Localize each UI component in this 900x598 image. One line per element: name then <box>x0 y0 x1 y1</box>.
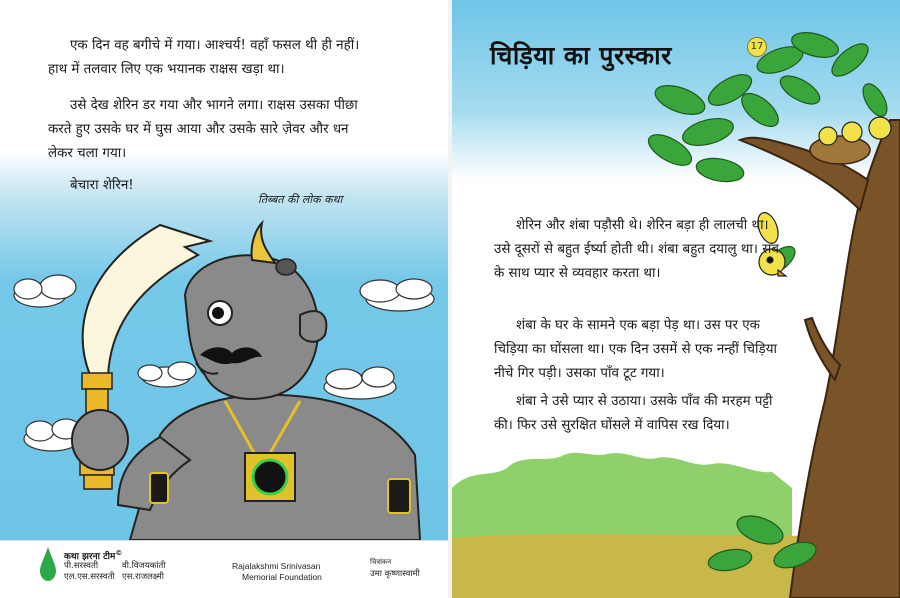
foundation-line-1: Rajalakshmi Srinivasan <box>232 561 321 571</box>
demon-horn <box>252 223 275 263</box>
armband-left <box>150 473 168 503</box>
page-number: 17 <box>747 37 767 57</box>
bird-parent <box>869 117 891 139</box>
illustrator-name: उमा कृष्णास्वामी <box>370 569 420 579</box>
cloud-left <box>14 275 76 307</box>
demon-fist <box>72 410 128 470</box>
foundation-line-2: Memorial Foundation <box>242 572 322 582</box>
cloud-mid <box>138 362 196 387</box>
demon-head <box>185 255 318 399</box>
illustrator-label: चित्रांकन <box>370 558 392 566</box>
cloud-right-mid <box>324 367 396 399</box>
bird-nest <box>810 136 870 164</box>
pendant-gem <box>253 460 287 494</box>
member-1: पी.सरस्वती <box>64 561 99 571</box>
source-note: तिब्बत की लोक कथा <box>258 193 343 206</box>
right-paragraph-3: शंबा ने उसे प्यार से उठाया। उसके पाँव की मरहम पट्टी की। फिर उसे सुरक्षित घोंसले में वापिस रख दिया। <box>494 394 773 433</box>
bird-in-nest-1 <box>819 127 837 145</box>
member-4: एस.राजलक्ष्मी <box>122 572 164 582</box>
cloud-right-top <box>360 279 434 311</box>
right-page <box>452 0 900 598</box>
member-3: एल.एस.सरस्वती <box>64 572 115 582</box>
demon-pupil <box>212 307 224 319</box>
team-name-text: कथा झरना टीम <box>64 552 116 562</box>
left-page <box>0 0 448 598</box>
left-paragraph-3: बेचारा शेरिन! <box>70 178 134 193</box>
water-drop-logo <box>38 547 58 581</box>
right-paragraph-1: शेरिन और शंबा पड़ौसी थे। शेरिन बड़ा ही लालची था। उसे दूसरों से बहुत ईर्ष्या होती थी। शंबा बहुत दयालु था। सब के साथ प्यार से व्यवहार करता था। <box>494 218 779 281</box>
story-title: चिड़िया का पुरस्कार <box>490 41 672 70</box>
credits-footer <box>0 540 448 598</box>
armband-right <box>388 479 410 513</box>
demon-ear <box>300 311 326 342</box>
tree-illustration <box>640 0 900 598</box>
demon-topknot <box>276 259 296 275</box>
member-2: वी.विजयकांती <box>122 561 166 571</box>
left-paragraph-1: एक दिन वह बगीचे में गया। आश्चर्य! वहाँ फसल थी ही नहीं। हाथ में तलवार लिए एक भयानक राक्षस खड़ा था। <box>48 38 360 77</box>
right-paragraph-2: शंबा के घर के सामने एक बड़ा पेड़ था। उस पर एक चिड़िया का घोंसला था। एक दिन उसमें से एक नन्हीं चिड़िया नीचे गिर पड़ी। उसका पाँव टूट गया। <box>494 318 777 381</box>
demon-illustration <box>0 205 448 545</box>
left-paragraph-2: उसे देख शेरिन डर गया और भागने लगा। राक्षस उसका पीछा करते हुए उसके घर में घुस आया और उसके सारे ज़ेवर और धन लेकर चला गया। <box>48 98 358 161</box>
bird-in-nest-2 <box>842 122 862 142</box>
copyright-mark: © <box>115 549 123 557</box>
